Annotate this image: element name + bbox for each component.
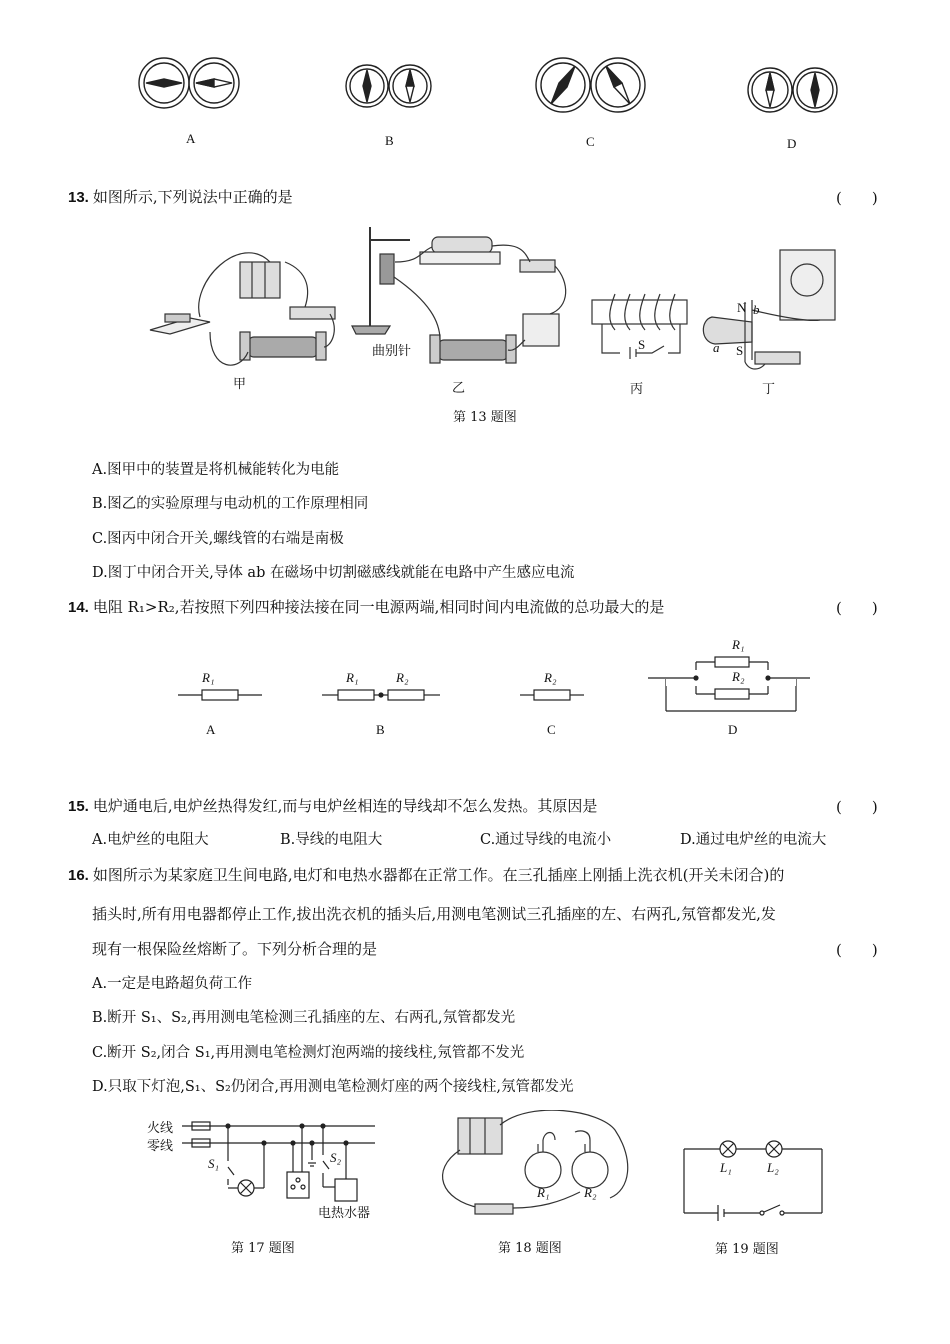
q14-figure: [170, 635, 810, 735]
q16-option-d: D.只取下灯泡,S₁、S₂仍闭合,再用测电笔检测灯座的两个接线柱,氖管都发光: [92, 1079, 574, 1095]
fig17-neutral-wire-label: 零线: [147, 1139, 174, 1154]
q14-a-r1: R₁: [202, 670, 215, 685]
q14-stem: 14. 电阻 R₁>R₂,若按照下列四种接法接在同一电源两端,相同时间内电流做的总功最大的是: [68, 598, 665, 616]
q16-stem-line-2: 插头时,所有用电器都停止工作,拔出洗衣机的插头后,用测电笔测试三孔插座的左、右两孔,氖管都发光,发: [92, 905, 776, 923]
q16-option-c: C.断开 S₂,闭合 S₁,再用测电笔检测灯泡两端的接线柱,氖管都不发光: [92, 1045, 525, 1061]
compass-pair-d: [748, 68, 837, 112]
q15-number: 15.: [68, 798, 89, 815]
q15-option-b: B.导线的电阻大: [280, 832, 383, 848]
q13-label-jia: 甲: [233, 377, 247, 392]
fig17-s2-label: S₂: [330, 1150, 342, 1165]
q16-stem-line-1: 16. 如图所示为某家庭卫生间电路,电灯和电热水器都在正常工作。在三孔插座上刚插上洗衣机(开关未闭合)的: [68, 866, 785, 884]
q13-option-c: C.图丙中闭合开关,螺线管的右端是南极: [92, 531, 344, 547]
q13-figure-jia: [150, 253, 335, 365]
compass-label-d: D: [787, 136, 797, 151]
fig18-circuit: [430, 1110, 640, 1220]
q14-label-d: D: [728, 722, 738, 737]
compass-label-a: A: [186, 131, 196, 146]
q14-d-r2: R₂: [732, 669, 745, 684]
fig18-r1-label: R₁: [537, 1185, 550, 1200]
fig19-l1-label: L₁: [720, 1160, 732, 1175]
q13-caption: 第 13 题图: [453, 410, 517, 425]
compass-pair-c: [536, 58, 645, 112]
q16-option-b: B.断开 S₁、S₂,再用测电笔检测三孔插座的左、右两孔,氖管都发光: [92, 1010, 516, 1026]
q14-c-r2: R₂: [544, 670, 557, 685]
q13-stem: 13. 如图所示,下列说法中正确的是: [68, 188, 293, 206]
q13-point-a: a: [713, 340, 720, 355]
q14-b-r1: R₁: [346, 670, 359, 685]
compass-pair-b: [346, 65, 431, 107]
q15-option-c: C.通过导线的电流小: [480, 832, 612, 848]
compass-pair-a: [139, 58, 239, 108]
q15-option-a: A.电炉丝的电阻大: [92, 832, 209, 848]
q13-label-yi: 乙: [452, 381, 466, 396]
q14-number: 14.: [68, 599, 89, 616]
q15-option-d: D.通过电炉丝的电流大: [680, 832, 827, 848]
fig18-caption: 第 18 题图: [498, 1241, 562, 1256]
q13-label-bing: 丙: [630, 382, 644, 397]
q13-answer-bracket: ( ): [836, 189, 878, 207]
q14-answer-bracket: ( ): [836, 599, 878, 617]
fig19-l2-label: L₂: [767, 1160, 779, 1175]
q14-label-b: B: [376, 722, 385, 737]
q13-pole-n: N: [737, 300, 747, 315]
q13-label-ding: 丁: [762, 382, 776, 397]
q14-b-r2: R₂: [396, 670, 409, 685]
q16-stem-line-3: 现有一根保险丝熔断了。下列分析合理的是: [92, 940, 378, 958]
q15-answer-bracket: ( ): [836, 798, 878, 816]
q14-d-r1: R₁: [732, 637, 745, 652]
q16-number: 16.: [68, 867, 89, 884]
q14-label-c: C: [547, 722, 556, 737]
fig17-live-wire-label: 火线: [147, 1121, 174, 1136]
fig17-caption: 第 17 题图: [231, 1241, 295, 1256]
compass-label-c: C: [586, 134, 595, 149]
q16-option-a: A.一定是电路超负荷工作: [92, 976, 253, 992]
q13-option-d: D.图丁中闭合开关,导体 ab 在磁场中切割磁感线就能在电路中产生感应电流: [92, 565, 575, 581]
fig19-circuit: [680, 1135, 830, 1225]
q13-figure-ding: [703, 250, 835, 369]
q13-option-a: A.图甲中的装置是将机械能转化为电能: [92, 462, 340, 478]
compass-figure: [130, 50, 880, 130]
fig17-heater-label: 电热水器: [318, 1206, 371, 1221]
fig19-caption: 第 19 题图: [715, 1242, 779, 1257]
q14-label-a: A: [206, 722, 216, 737]
q13-option-b: B.图乙的实验原理与电动机的工作原理相同: [92, 496, 369, 512]
q13-pole-s: S: [736, 343, 744, 358]
compass-label-b: B: [385, 133, 394, 148]
q16-answer-bracket: ( ): [836, 941, 878, 959]
q13-number: 13.: [68, 189, 89, 206]
q13-point-b: b: [753, 302, 760, 317]
fig18-r2-label: R₂: [584, 1185, 597, 1200]
q13-curved-pin-label: 曲别针: [372, 344, 412, 359]
fig17-s1-label: S₁: [208, 1156, 220, 1171]
q13-switch-label: S: [638, 337, 646, 352]
q15-stem: 15. 电炉通电后,电炉丝热得发红,而与电炉丝相连的导线却不怎么发热。其原因是: [68, 797, 598, 815]
